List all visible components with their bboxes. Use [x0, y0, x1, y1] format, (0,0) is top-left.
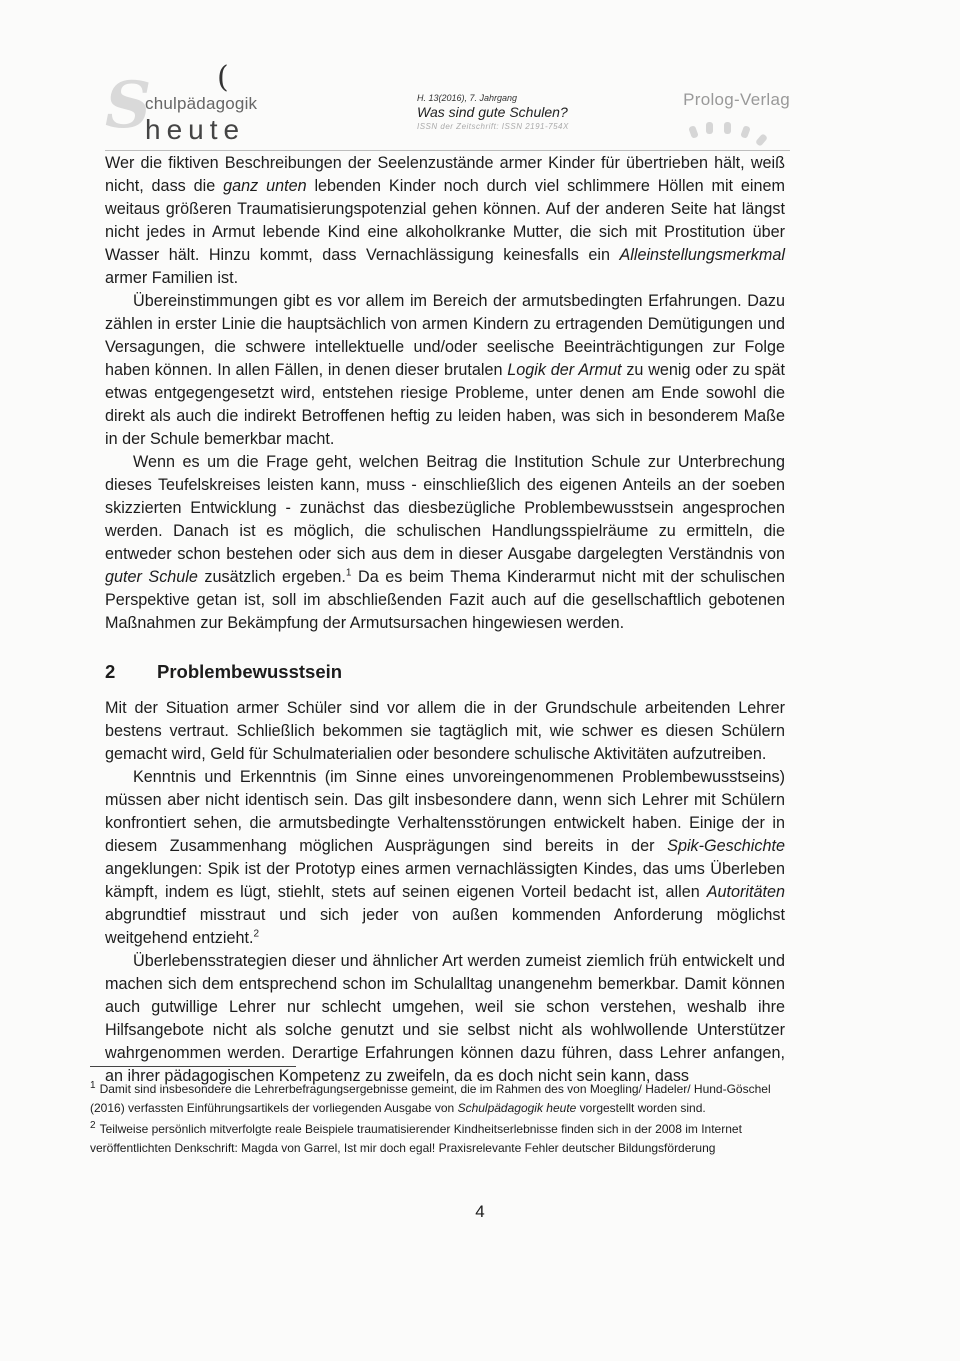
- emphasis: Alleinstellungsmerkmal: [619, 246, 785, 264]
- paragraph-1: [105, 152, 785, 290]
- paragraph-2: [105, 290, 785, 451]
- emphasis: Autoritäten: [706, 883, 785, 901]
- issue-number: H. 13(2016), 7. Jahrgang: [417, 93, 518, 103]
- section-number: 2: [105, 661, 116, 682]
- text-run: abgrundtief misstraut und sich jeder von außen kommenden Anforderung möglichst weitgehend entzieht.: [105, 906, 785, 947]
- footnote-ref-2[interactable]: 2: [253, 928, 260, 940]
- text-run: Teilweise persönlich mitverfolgte reale Beispiele traumatisierender Kindheitserlebnisse finden sich in der 2008 im Internet veröffentlichten Denkschrift: Magda von Garrel, Ist mir doch egal! Praxisrelevante Fehler deutscher Bildungsförderung: [90, 1122, 742, 1155]
- page-header: [105, 60, 790, 150]
- issue-title: Was sind gute Schulen?: [417, 104, 568, 120]
- text-run: armer Familien ist.: [105, 269, 239, 287]
- section-heading: [105, 661, 785, 683]
- text-run: Übereinstimmungen gibt es vor allem im Bereich der armutsbedingten Erfahrungen. Dazu zählen in erster Linie die hauptsächlich von armen Kindern zu ertragenden Demütigungen und Versagungen, die schwere intellektuelle und/oder seelische Beeinträchtigungen zur Folge haben können. In allen Fällen, in denen dieser brutalen: [105, 292, 785, 379]
- text-run: zu wenig oder zu spät etwas entgegengesetzt wird, entstehen riesige Probleme, unter denen am Ende sowohl die direkt als auch die indirekt Betroffenen heftig zu leiden haben, was sich in besonderem Maße in der Schule bemerkbar macht.: [105, 361, 785, 448]
- emphasis: Spik-Geschichte: [667, 837, 785, 855]
- section-title: Problembewusstsein: [157, 661, 343, 682]
- footnote-number: 1: [90, 1080, 96, 1091]
- text-run: angeklungen: Spik ist der Prototyp eines armen vernachlässigten Kindes, das ums Überleben kämpft, indem es lügt, stiehlt, stets auf seinen eigenen Vorteil bedacht ist, allen: [105, 860, 785, 901]
- logo-line-2: heute: [145, 114, 246, 145]
- text-run: Wenn es um die Frage geht, welchen Beitrag die Institution Schule zur Unterbrechung dieses Teufelskreises leisten kann, muss - einschließlich des eigenen Anteils an der soeben skizzierten Entwicklung - zunächst das diesbezügliche Problembewusstsein angesprochen werden. Danach ist es möglich, die schulischen Handlungsspielräume zu ermitteln, die entweder schon bestehen oder sich aus dem in dieser Ausgabe dargelegten Verständnis von: [105, 453, 785, 563]
- footnote-number: 2: [90, 1120, 96, 1131]
- text-run: lebenden Kinder noch durch viel schlimmere Höllen mit einem weitaus größeren Traumatisierungspotenzial gehen können. Auf der anderen Seite hat längst nicht jedes in Armut lebende Kind eine alkoholkranke Mutter, die sich mit Prostitution über Wasser hält. Hinzu kommt, dass Vernachlässigung keinesfalls ein: [105, 177, 785, 264]
- text-run: vorgestellt worden sind.: [576, 1100, 706, 1115]
- emphasis: Schulpädagogik heute: [457, 1100, 577, 1115]
- text-run: Kenntnis und Erkenntnis (im Sinne eines unvoreingenommenen Problembewusstseins) müssen aber nicht identisch sein. Das gilt insbesondere dann, wenn sich Lehrer mit Schülern konfrontiert sehen, die armutsbedingte Verhaltensstörungen entwickelt haben. Einige der in diesem Zusammenhang möglichen Ausprägungen sind bereits in der: [105, 768, 785, 855]
- issn: ISSN der Zeitschrift: ISSN 2191-754X: [417, 122, 569, 131]
- paragraph-5: [105, 766, 785, 950]
- text-run: Da es beim Thema Kinderarmut nicht mit der schulischen Perspektive getan ist, soll im abschließenden Fazit auch auf die gesellschaftlich gebotenen Maßnahmen zur Bekämpfung der Armutsursachen hingewiesen werden.: [105, 568, 785, 632]
- text-run: Wer die fiktiven Beschreibungen der Seelenzustände armer Kinder für übertrieben hält, weiß nicht, dass die: [105, 154, 785, 195]
- page-number: 4: [475, 1202, 485, 1221]
- logo-big-letter: S: [105, 68, 152, 143]
- footnote-2: [90, 1120, 790, 1157]
- logo-line-1: chulpädagogik: [145, 94, 258, 113]
- footnote-ref-1[interactable]: 1: [345, 567, 352, 579]
- text-run: Damit sind insbesondere die Lehrerbefragungsergebnisse gemeint, die im Rahmen des von Moegling/ Hadeler/ Hund-Göschel (2016) verfassten Einführungsartikels der vorliegenden Ausgabe von: [90, 1082, 771, 1115]
- publisher-name: Prolog-Verlag: [683, 90, 790, 109]
- emphasis: guter Schule: [105, 568, 198, 586]
- emphasis: ganz unten: [223, 177, 307, 195]
- issue-info: [417, 93, 577, 131]
- footnote-rule: [90, 1066, 296, 1067]
- paragraph-4: Mit der Situation armer Schüler sind vor allem die in der Grundschule arbeitenden Lehrer bestens vertraut. Schließlich bekommen sie tagtäglich mit, wie schwer es diesen Schülern gemacht wird, Geld für Schulmaterialien oder besondere schulische Aktivitäten aufzutreiben.: [105, 699, 785, 763]
- journal-logo: [105, 60, 345, 152]
- footnote-1: [90, 1080, 790, 1117]
- footnotes: [90, 1080, 790, 1160]
- paragraph-6: Überlebensstrategien dieser und ähnlicher Art werden zumeist ziemlich früh entwickelt und machen sich dem entsprechend schon im Schulalltag unangenehm bemerkbar. Damit können auch gutwillige Lehrer nur schlecht umgehen, weil sie schon verstehen, weshalb ihre Hilfsangebote nicht als solche genutzt und sie selbst nicht als wohlwollende Unterstützer wahrgenommen werden. Derartige Erfahrungen können dazu führen, dass Lehrer anfangen, an ihrer pädagogischen Kompetenz zu zweifeln, da es doch nicht sein kann, dass: [105, 952, 785, 1085]
- paragraph-3: [105, 451, 785, 635]
- emphasis: Logik der Armut: [507, 361, 622, 379]
- main-text: [105, 152, 785, 1088]
- logo-paren: (: [217, 60, 229, 95]
- header-rule: [105, 150, 790, 151]
- publisher-logo-decoration: [680, 120, 780, 150]
- text-run: zusätzlich ergeben.: [197, 568, 346, 586]
